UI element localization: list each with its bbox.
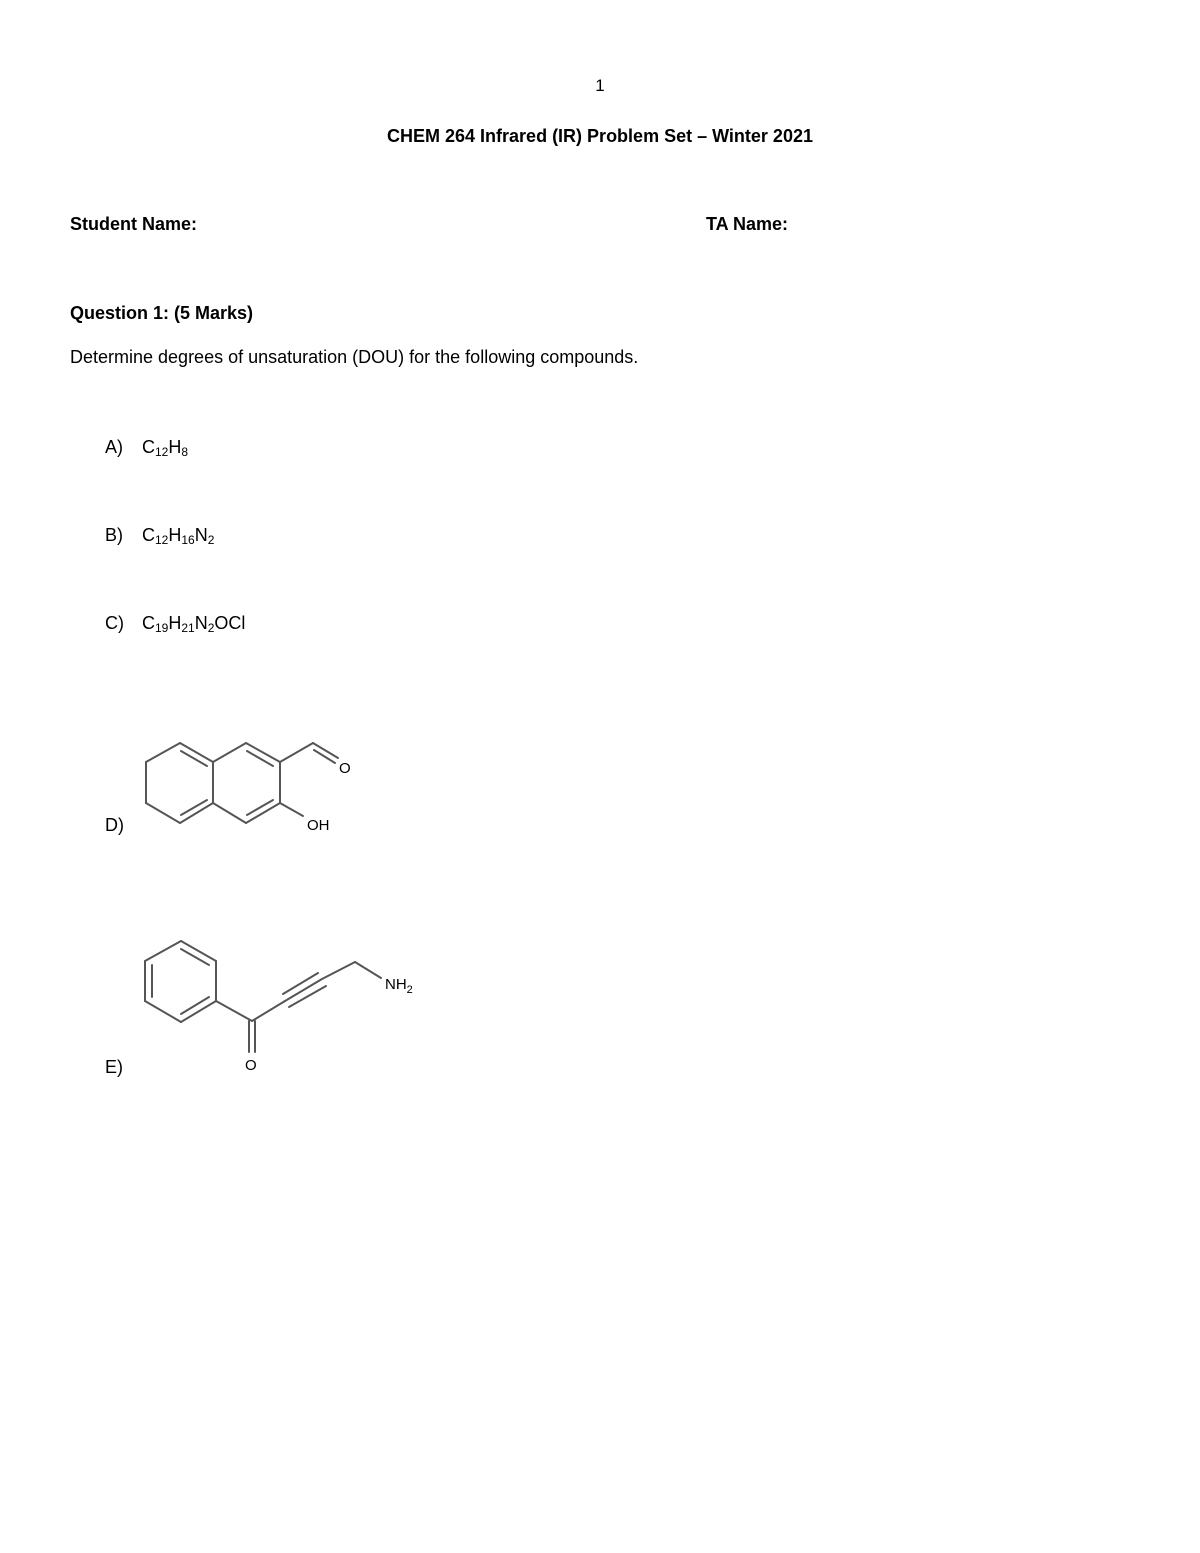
formula-subscript: 12	[155, 533, 169, 547]
formula-subscript: 16	[181, 533, 195, 547]
hydroxyl-bond	[280, 803, 303, 816]
formula-subscript: 21	[181, 621, 195, 635]
item-c-formula	[142, 613, 245, 635]
formula-subscript: 8	[181, 445, 189, 459]
ta-name-label: TA Name:	[706, 214, 789, 234]
item-d-label: D)	[105, 815, 124, 835]
naphthalene-ring	[146, 743, 280, 823]
student-name-label: Student Name:	[70, 214, 198, 234]
page-number: 1	[595, 76, 605, 95]
formula-element: H	[168, 437, 182, 457]
formula-subscript: 2	[207, 533, 215, 547]
amine-label: $NH_2$	[385, 976, 413, 996]
formula-subscript: 19	[155, 621, 169, 635]
question-heading: Question 1: (5 Marks)	[70, 303, 254, 323]
ketone-carbonyl	[249, 1021, 255, 1052]
item-b-label: B)	[105, 525, 123, 545]
item-b-formula	[142, 525, 214, 547]
formula-subscript: 12	[155, 445, 169, 459]
item-a-formula	[142, 437, 188, 459]
carbonyl-oxygen-label: O	[245, 1057, 257, 1074]
document-title: CHEM 264 Infrared (IR) Problem Set – Winter 2021	[387, 126, 813, 146]
formula-element: N	[194, 613, 208, 633]
formula-element: C	[142, 525, 155, 545]
formula-element: N	[194, 525, 208, 545]
aldehyde-group	[280, 743, 338, 763]
carbonyl-oxygen-label: O	[339, 760, 351, 777]
benzene-ring	[145, 941, 216, 1022]
hydroxyl-label: OH	[307, 817, 330, 834]
item-e-label: E)	[105, 1057, 123, 1077]
alkyne-chain	[216, 962, 381, 1021]
formula-element: H	[168, 525, 182, 545]
item-a-label: A)	[105, 437, 123, 457]
item-c-label: C)	[105, 613, 124, 633]
formula-element: OCl	[214, 613, 246, 633]
formula-element: H	[168, 613, 182, 633]
question-instruction: Determine degrees of unsaturation (DOU) for the following compounds.	[70, 347, 639, 367]
formula-subscript: 2	[207, 621, 215, 635]
formula-element: C	[142, 613, 155, 633]
formula-element: C	[142, 437, 155, 457]
